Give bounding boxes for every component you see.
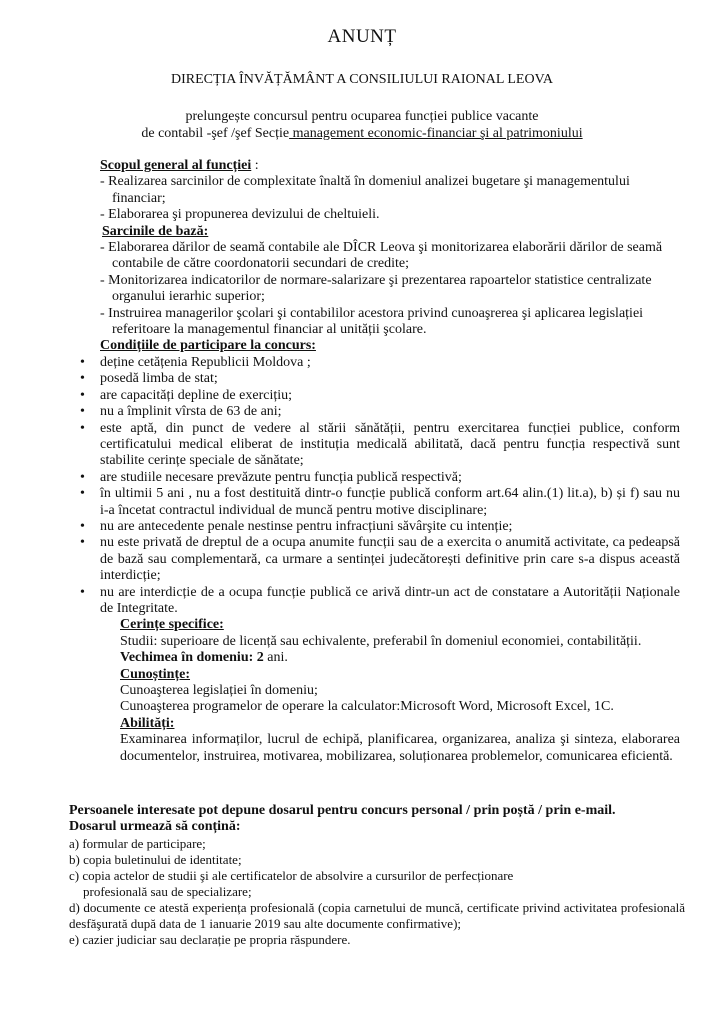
main-content xyxy=(100,158,680,765)
page-title: ANUNȚ xyxy=(327,26,397,47)
dossier-item: a) formular de participare; xyxy=(69,835,206,851)
dossier-item: c) copia actelor de studii şi ale certificatelor de absolvire a cursurilor de perfecționare xyxy=(69,867,514,883)
dossier-item: d) documente ce atestă experiența profesională (copia carnetului de muncă, certificate privind activitatea profesională desfăşurată după data de 1 ianuarie 2019 sau alte documente confirmative); xyxy=(69,899,685,931)
conditions-list xyxy=(100,355,680,618)
intro-line-2-prefix: de contabil -şef /şef Secție xyxy=(141,126,290,141)
knowledge-heading: Cunoștințe: xyxy=(120,666,191,682)
experience-suffix: ani. xyxy=(263,650,288,666)
scope-item: - Realizarea sarcinilor de complexitate înaltă în domeniul analizei bugetare şi managementului financiar; xyxy=(100,174,630,206)
specific-section xyxy=(100,617,680,765)
task-item: - Elaborarea dărilor de seamă contabile ale DÎCR Leova şi monitorizarea elaborării dărilor de seamă contabile de către coordonatorii secundari de credite; xyxy=(100,240,663,272)
tasks-section xyxy=(100,224,680,339)
condition-item: • nu are interdicție de a ocupa funcție publică ce arivă dintr-un act de constatare a Autorității Naționale de Integritate. xyxy=(100,585,680,618)
condition-item: • posedă limba de stat; xyxy=(100,371,680,387)
scope-heading-suffix: : xyxy=(251,158,259,173)
submission-section xyxy=(69,803,685,948)
condition-item: • are studiile necesare prevăzute pentru funcția publică respectivă; xyxy=(100,470,680,486)
scope-heading: Scopul general al funcției xyxy=(100,158,252,173)
studies-text: Studii: superioare de licență sau echivalente, preferabil în domeniul economiei, contabilității. xyxy=(120,633,642,649)
scope-heading-row xyxy=(100,158,680,174)
condition-item: • este aptă, din punct de vedere al stării sănătății, pentru exercitarea funcției publice, conform certificatului medical eliberat de instituția medicală abilitată, dacă pentru funcția respectivă sunt stabilite cerințe speciale de sănătate; xyxy=(100,421,680,470)
conditions-heading: Condițiile de participare la concurs: xyxy=(100,338,316,354)
organization-name: DIRECȚIA ÎNVĂȚĂMÂNT A CONSILIULUI RAIONAL LEOVA xyxy=(171,72,553,87)
knowledge-item: Cunoaşterea legislației în domeniu; xyxy=(120,683,318,698)
condition-item: • deține cetățenia Republicii Moldova ; xyxy=(100,355,680,371)
condition-item: • nu are antecedente penale nestinse pentru infracțiuni săvârşite cu intenție; xyxy=(100,519,680,535)
abilities-text: Examinarea informaților, lucrul de echipă, planificarea, organizarea, analiza şi sinteza, elaborarea documentelor, instruirea, motivarea, mobilizarea, soluționarea problemelor, comunicarea eficientă. xyxy=(120,732,680,764)
tasks-heading: Sarcinile de bază: xyxy=(102,223,209,239)
intro-line-1: prelungește concursul pentru ocuparea funcției publice vacante xyxy=(185,109,539,124)
task-item: - Monitorizarea indicatorilor de normare-salarizare şi prezentarea rapoartelor statistice centralizate organului ierarhic superior; xyxy=(100,272,652,305)
intro-line-2-underlined: management economic-financiar şi al patrimoniului xyxy=(289,126,583,141)
dossier-item: profesională sau de specializare; xyxy=(83,883,252,899)
experience-label: Vechimea în domeniu: 2 xyxy=(120,650,264,666)
condition-item: • nu a împlinit vîrsta de 63 de ani; xyxy=(100,404,680,420)
intro-text xyxy=(0,108,724,142)
intro-line-2 xyxy=(0,125,724,142)
dossier-item: e) cazier judiciar sau declarație pe propria răspundere. xyxy=(69,931,351,947)
scope-item: - Elaborarea şi propunerea devizului de cheltuieli. xyxy=(100,207,380,223)
experience-row xyxy=(120,650,680,666)
conditions-section xyxy=(100,338,680,617)
condition-item: • are capacități depline de exercițiu; xyxy=(100,388,680,404)
submission-line-2: Dosarul urmează să conțină: xyxy=(69,819,241,835)
dossier-item: b) copia buletinului de identitate; xyxy=(69,851,242,867)
specific-heading: Cerințe specifice: xyxy=(120,617,224,633)
task-item: - Instruirea managerilor şcolari şi contabililor acestora privind cunoaşrerea şi aplicarea legislației referitoare la managementul financiar al unității şcolare. xyxy=(100,305,644,338)
scope-section xyxy=(100,158,680,224)
condition-item: • nu este privată de dreptul de a ocupa anumite funcții sau de a exercita o anumită activitate, ca pedeapsă de bază sau complementară, ca urmare a sentinței judecătorești definitive prin care s-a dispus această interdicție; xyxy=(100,535,680,584)
knowledge-item: Cunoaşterea programelor de operare la calculator:Microsoft Word, Microsoft Excel, 1C. xyxy=(120,699,614,715)
submission-line-1: Persoanele interesate pot depune dosarul pentru concurs personal / prin poștă / prin e-mail. xyxy=(69,803,616,818)
abilities-heading: Abilități: xyxy=(120,715,175,731)
condition-item: • în ultimii 5 ani , nu a fost destituită dintr-o funcție publică conform art.64 alin.(1) lit.a), b) și f) sau nu i-a încetat contractul individual de muncă pentru motive disciplinare; xyxy=(100,486,680,519)
